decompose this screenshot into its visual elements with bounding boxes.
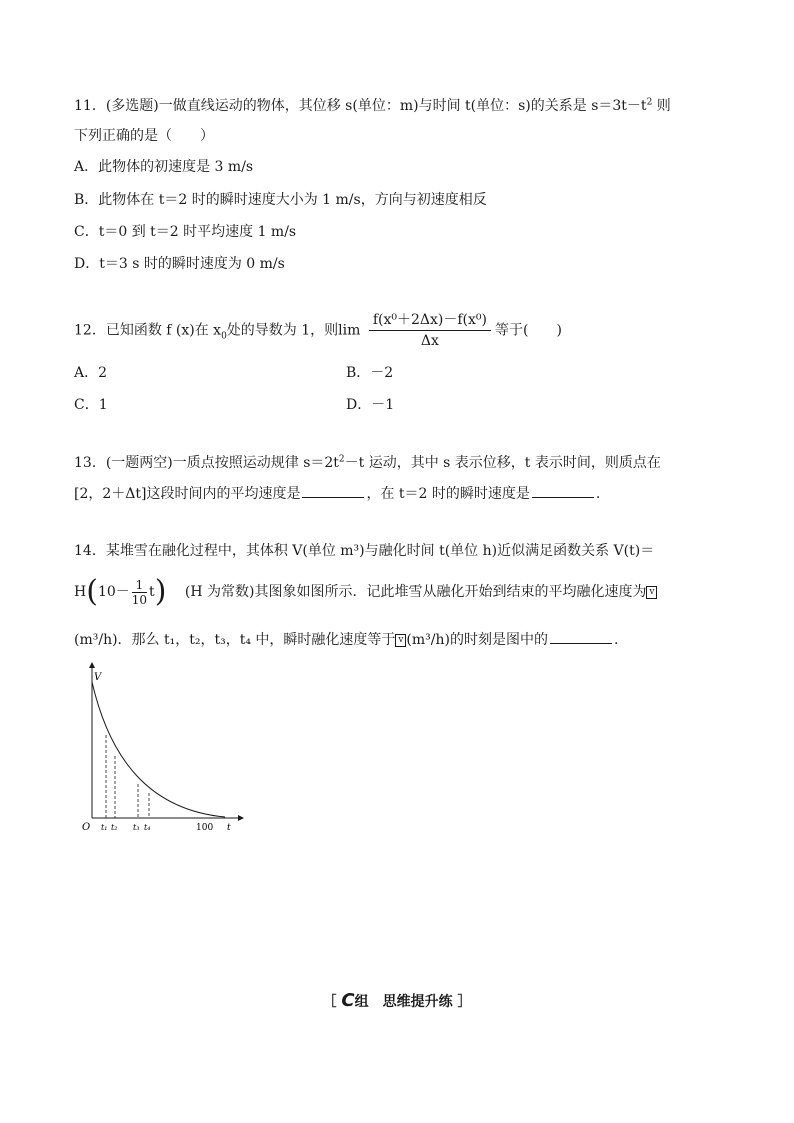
q11-option-a: A．此物体的初速度是 3 m/s [74, 159, 254, 175]
q11-line2: 下列正确的是（ ） [74, 128, 214, 144]
q12-option-d: D．－1 [346, 397, 395, 413]
q13-line1: 13．(一题两空)一质点按照运动规律 $s=2t^2-t$ 运动，其中 s 表示位移，t 表示时间，则质点在 [74, 454, 661, 471]
q11-option-d: D．t＝3 s 时的瞬时速度为 0 m/s [74, 256, 285, 272]
v-bar-symbol: v [646, 586, 657, 599]
q14-line3: (m³/h)．那么 t₁，t₂，t₃，t₄ 中，瞬时融化速度等于 v (m³/h)的时刻是图中的 . [74, 629, 618, 650]
volume-curve [92, 682, 225, 817]
x-axis-label: t [227, 823, 231, 833]
q13-line2: [2，2＋Δt]这段时间内的平均速度是 ，在 t＝2 时的瞬时速度是 . [74, 483, 600, 504]
q11-option-b: B．此物体在 t＝2 时的瞬时速度大小为 1 m/s，方向与初速度相反 [74, 192, 487, 208]
tick-t2: t₂ [111, 823, 118, 832]
q14-fraction: $\frac{1}{10}$ [131, 577, 148, 607]
answer-blank-1[interactable] [302, 483, 364, 498]
q12-stem: 12．已知函数 f (x)在 $x_0$处的导数为 1，则lim $\frac{\text{f(x⁰＋2Δx)－f(x⁰)}}{\Delta x}$ 等于( ) [74, 312, 562, 349]
snow-volume-graph [80, 660, 245, 835]
q11-option-c: C．t＝0 到 t＝2 时平均速度 1 m/s [74, 224, 297, 240]
tick-t4: t₄ [144, 823, 151, 832]
y-axis-arrow-icon [89, 662, 95, 668]
q12-fraction: $\frac{\text{f(x⁰＋2Δx)－f(x⁰)}}{\Delta x}$ [369, 310, 491, 351]
tick-t3: t₃ [133, 823, 140, 832]
answer-blank-2[interactable] [532, 483, 594, 498]
origin-label: O [82, 822, 91, 833]
q14-line2: H(10－ $\frac{1}{10}$ t) (H 为常数)其图象如图所示．记此堆雪从融化开始到结束的平均融化速度为 v [74, 572, 657, 612]
q12-option-b: B．－2 [346, 365, 394, 381]
tick-100: 100 [196, 823, 214, 833]
x-axis-arrow-icon [238, 815, 244, 821]
y-axis-label: V [94, 672, 102, 683]
q12-option-c: C．1 [74, 397, 108, 413]
q11-line1: 11．(多选题)一做直线运动的物体，其位移 s(单位：m)与时间 t(单位：s)的关系是 $s=3t-t^2$ 则 [74, 97, 671, 114]
q14-line1: 14．某堆雪在融化过程中，其体积 V(单位 m³)与融化时间 t(单位 h)近似满足函数关系 V(t)＝ [74, 543, 655, 559]
answer-blank-3[interactable] [550, 629, 612, 644]
section-header-group-c: ［ C组 思维提升练 ］ [322, 990, 472, 1011]
q12-option-a: A．2 [74, 365, 108, 381]
v-bar-symbol-2: v [395, 634, 406, 647]
tick-t1: t₁ [101, 823, 108, 832]
